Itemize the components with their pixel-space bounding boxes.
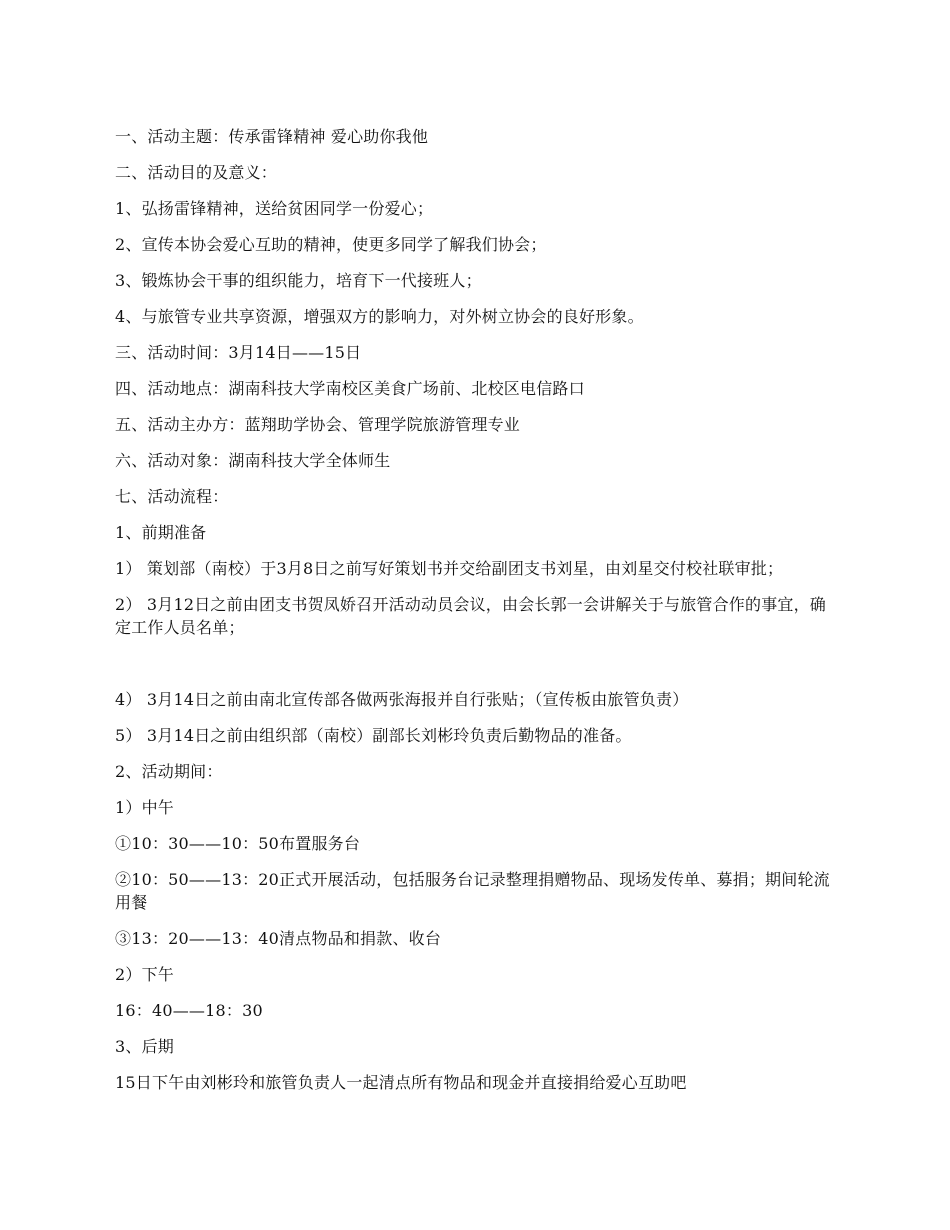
afternoon-time: 16：40——18：30: [115, 1001, 263, 1020]
noon-heading: 1）中午: [115, 798, 174, 817]
section-organizers: 五、活动主办方：蓝翔助学协会、管理学院旅游管理专业: [115, 415, 521, 434]
prep-item-5: 5） 3月14日之前由组织部（南校）副部长刘彬玲负责后勤物品的准备。: [115, 726, 632, 745]
prep-item-4: 4） 3月14日之前由南北宣传部各做两张海报并自行张贴；（宣传板由旅管负责）: [115, 690, 689, 709]
blank-line: [115, 652, 840, 688]
purpose-item-4: 4、与旅管专业共享资源，增强双方的影响力，对外树立协会的良好形象。: [115, 307, 644, 326]
section-audience: 六、活动对象：湖南科技大学全体师生: [115, 451, 391, 470]
section-purpose-heading: 二、活动目的及意义：: [115, 163, 278, 182]
process-after-heading: 3、后期: [115, 1037, 174, 1056]
process-during-heading: 2、活动期间：: [115, 762, 223, 781]
afternoon-heading: 2）下午: [115, 965, 174, 984]
purpose-item-3: 3、锻炼协会干事的组织能力，培育下一代接班人；: [115, 271, 482, 290]
section-theme: 一、活动主题：传承雷锋精神 爱心助你我他: [115, 127, 429, 146]
section-location: 四、活动地点：湖南科技大学南校区美食广场前、北校区电信路口: [115, 379, 585, 398]
document-body: [115, 125, 840, 1107]
purpose-item-2: 2、宣传本协会爱心互助的精神，使更多同学了解我们协会；: [115, 235, 547, 254]
section-time: 三、活动时间：3月14日——15日: [115, 343, 362, 362]
noon-step-1: ①10：30——10：50布置服务台: [115, 834, 361, 853]
prep-item-2: 2） 3月12日之前由团支书贺凤娇召开活动动员会议，由会长郭一会讲解关于与旅管合作的事宜，确定工作人员名单；: [115, 595, 827, 637]
noon-step-3: ③13：20——13：40清点物品和捐款、收台: [115, 929, 442, 948]
purpose-item-1: 1、弘扬雷锋精神，送给贫困同学一份爱心；: [115, 199, 434, 218]
prep-item-1: 1） 策划部（南校）于3月8日之前写好策划书并交给副团支书刘星，由刘星交付校社联审批；: [115, 559, 784, 578]
process-prep-heading: 1、前期准备: [115, 523, 207, 542]
section-process-heading: 七、活动流程：: [115, 487, 229, 506]
noon-step-2: ②10：50——13：20正式开展活动，包括服务台记录整理捐赠物品、现场发传单、募捐；期间轮流用餐: [115, 870, 830, 912]
after-item: 15日下午由刘彬玲和旅管负责人一起清点所有物品和现金并直接捐给爱心互助吧: [115, 1073, 687, 1092]
